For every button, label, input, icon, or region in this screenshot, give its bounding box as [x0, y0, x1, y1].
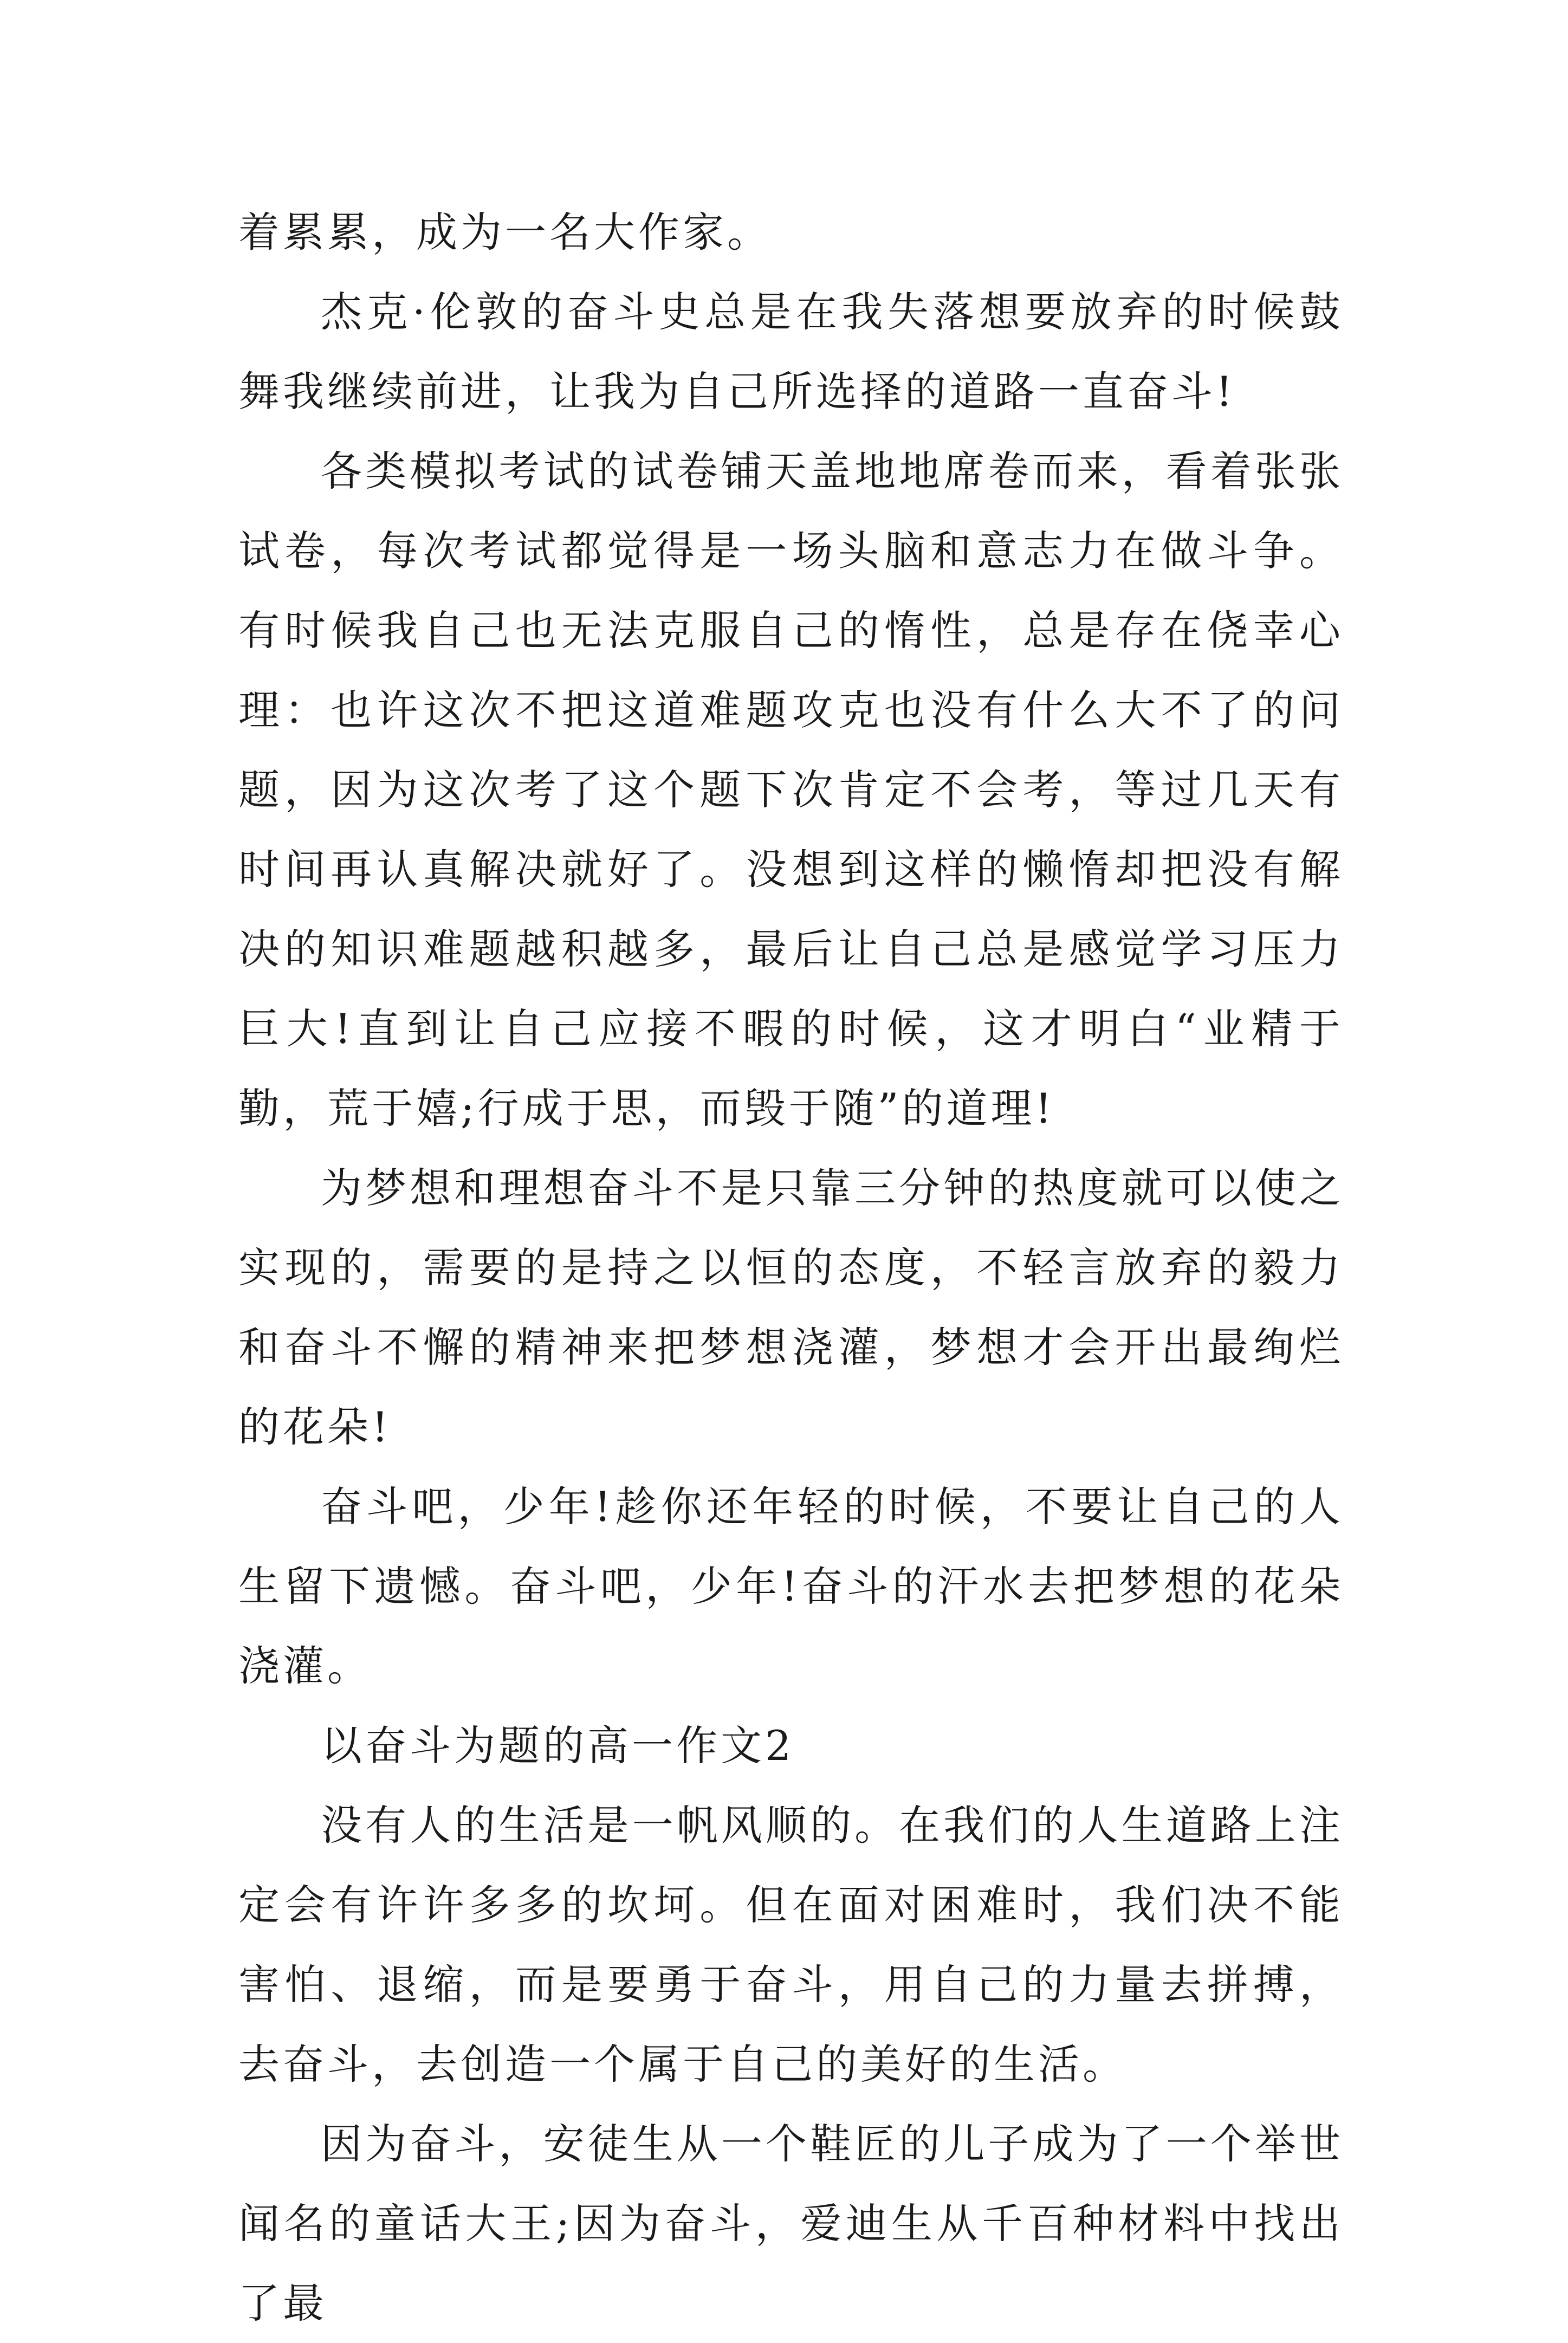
section-heading: 以奋斗为题的高一作文2: [321, 1721, 795, 1770]
document-body: [238, 192, 1344, 2343]
paragraph-3: 各类模拟考试的试卷铺天盖地地席卷而来，看着张张试卷，每次考试都觉得是一场头脑和意志力在做斗争。有时候我自己也无法克服自己的惰性，总是存在侥幸心理：也许这次不把这道难题攻克也没有什么大不了的问题，因为这次考了这个题下次肯定不会考，等过几天有时间再认真解决就好了。没想到这样的懒惰却把没有解决的知识难题越积越多，最后让自己总是感觉学习压力巨大!直到让自己应接不暇的时候，这才明白“业精于勤，荒于嬉;行成于思，而毁于随”的道理!: [238, 447, 1344, 1132]
paragraph-5: 奋斗吧，少年!趁你还年轻的时候，不要让自己的人生留下遗憾。奋斗吧，少年!奋斗的汗水去把梦想的花朵浇灌。: [238, 1483, 1344, 1690]
paragraph-6: 没有人的生活是一帆风顺的。在我们的人生道路上注定会有许许多多的坎坷。但在面对困难时，我们决不能害怕、退缩，而是要勇于奋斗，用自己的力量去拼搏，去奋斗，去创造一个属于自己的美好的生活。: [238, 1801, 1344, 2088]
paragraph-1: 着累累，成为一名大作家。: [238, 208, 772, 256]
paragraph-7: 因为奋斗，安徒生从一个鞋匠的儿子成为了一个举世闻名的童话大王;因为奋斗，爱迪生从千百种材料中找出了最: [238, 2120, 1344, 2327]
paragraph-4: 为梦想和理想奋斗不是只靠三分钟的热度就可以使之实现的，需要的是持之以恒的态度，不轻言放弃的毅力和奋斗不懈的精神来把梦想浇灌，梦想才会开出最绚烂的花朵!: [238, 1164, 1344, 1451]
paragraph-2: 杰克·伦敦的奋斗史总是在我失落想要放弃的时候鼓舞我继续前进，让我为自己所选择的道路一直奋斗!: [238, 288, 1344, 416]
